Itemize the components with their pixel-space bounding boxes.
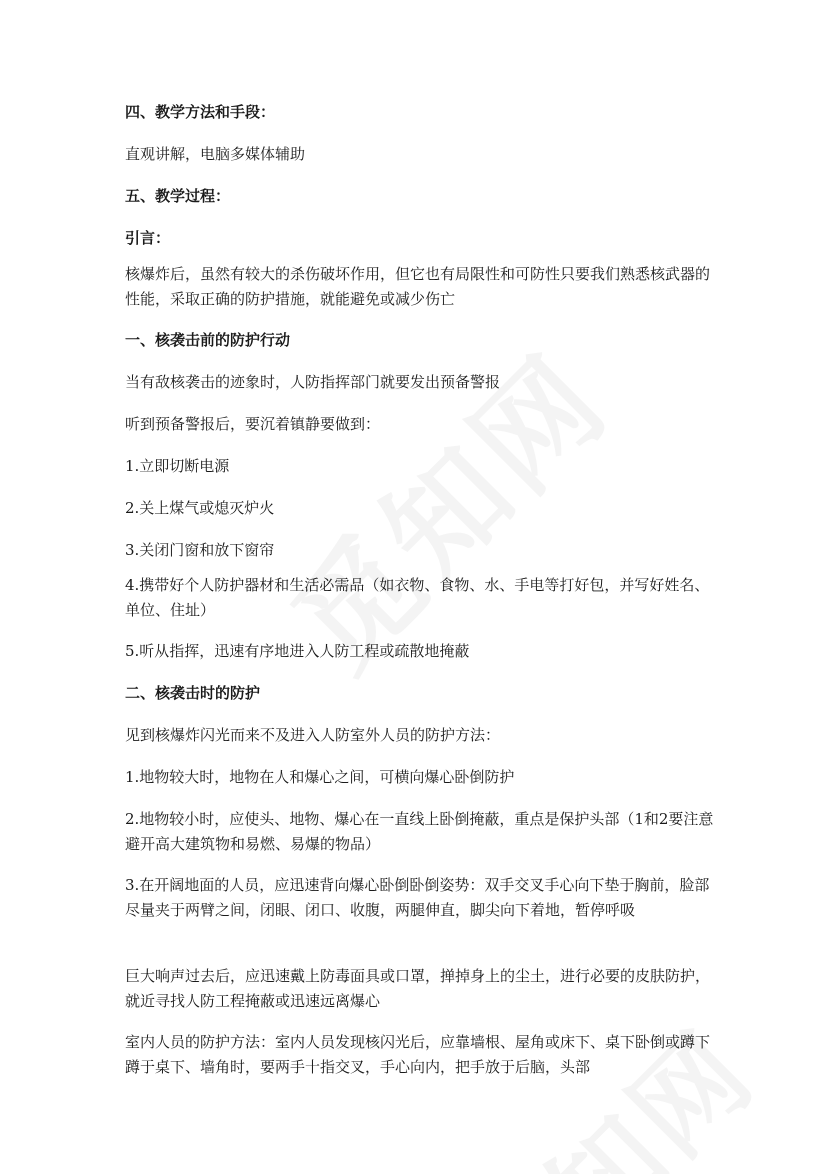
list-item-carry-supplies: 4.携带好个人防护器材和生活必需品（如衣物、食物、水、手电等打好包，并写好姓名、单位、住址） — [125, 576, 710, 619]
paragraph-introduction: 核爆炸后，虽然有较大的杀伤破坏作用，但它也有局限性和可防性只要我们熟悉核武器的性能，采取正确的防护措施，就能避免或减少伤亡 — [125, 265, 711, 308]
heading-before-attack: 一、核袭击前的防护行动 — [125, 331, 291, 349]
heading-introduction: 引言： — [125, 229, 171, 247]
list-item-close-windows: 3.关闭门窗和放下窗帘 — [125, 541, 275, 559]
list-item-open-ground: 3.在开阔地面的人员，应迅速背向爆心卧倒卧倒姿势：双手交叉手心向下垫于胸前，脸部尽量夹于两臂之间，闭眼、闭口、收腹，两腿伸直，脚尖向下着地，暂停呼吸 — [125, 876, 710, 919]
list-item-follow-command: 5.听从指挥，迅速有序地进入人防工程或疏散地掩蔽 — [125, 642, 470, 660]
paragraph-methods: 直观讲解，电脑多媒体辅助 — [125, 145, 306, 163]
paragraph-indoor-protection: 室内人员的防护方法：室内人员发现核闪光后，应靠墙根、屋角或床下、桌下卧倒或蹲下蹲于桌下、墙角时，要两手十指交叉，手心向内，把手放于后脑，头部 — [125, 1033, 711, 1076]
paragraph-after-blast: 巨大响声过去后，应迅速戴上防毒面具或口罩，掸掉身上的尘土，进行必要的皮肤防护，就近寻找人防工程掩蔽或迅速远离爆心 — [125, 967, 711, 1010]
heading-during-attack: 二、核袭击时的防护 — [125, 684, 261, 702]
paragraph-outdoor-protection: 见到核爆炸闪光而来不及进入人防室外人员的防护方法： — [125, 726, 501, 744]
paragraph-warning-signs: 当有敌核袭击的迹象时，人防指挥部门就要发出预备警报 — [125, 373, 501, 391]
list-item-small-object: 2.地物较小时，应使头、地物、爆心在一直线上卧倒掩蔽，重点是保护头部（1和2要注意避开高大建筑物和易燃、易爆的物品） — [125, 810, 714, 853]
list-item-shut-gas: 2.关上煤气或熄灭炉火 — [125, 499, 275, 517]
section-heading-teaching-methods: 四、教学方法和手段： — [125, 103, 276, 121]
section-heading-teaching-process: 五、教学过程： — [125, 187, 231, 205]
list-item-cut-power: 1.立即切断电源 — [125, 457, 230, 475]
watermark-bottom — [425, 990, 783, 1174]
list-item-large-object: 1.地物较大时，地物在人和爆心之间，可横向爆心卧倒防护 — [125, 768, 515, 786]
paragraph-after-warning: 听到预备警报后，要沉着镇静要做到： — [125, 415, 381, 433]
